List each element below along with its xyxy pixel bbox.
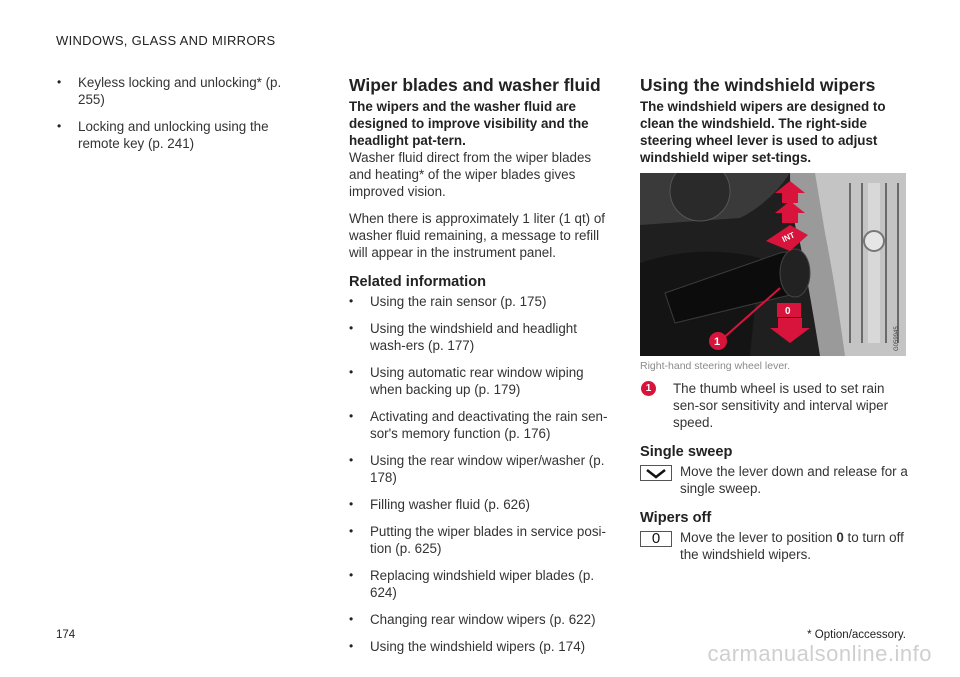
wipers-off-text-pre: Move the lever to position [680, 530, 837, 545]
section-header: WINDOWS, GLASS AND MIRRORS [56, 33, 276, 48]
callout-number-badge: 1 [641, 381, 656, 396]
paragraph: Washer fluid direct from the wiper blades and heating* of the wiper blades gives improved vision. [349, 150, 592, 199]
int-position-label: INT [780, 230, 797, 245]
column-middle [349, 74, 611, 665]
list-item[interactable]: • Changing rear window wipers (p. 622) [349, 611, 611, 628]
thumb-wheel-callout-label: 1 [714, 336, 721, 348]
list-item[interactable]: • Filling washer fluid (p. 626) [349, 496, 611, 513]
related-info-heading: Related information [349, 274, 487, 290]
figure-caption: Right-hand steering wheel lever. [640, 360, 791, 372]
list-item[interactable]: • Replacing windshield wiper blades (p. 624) [349, 567, 611, 601]
column-right [640, 74, 908, 563]
thumb-wheel-callout [640, 380, 908, 431]
option-footnote: * Option/accessory. [807, 629, 906, 641]
zero-position-label: 0 [785, 306, 791, 317]
zero-position-symbol-icon: 0 [640, 531, 672, 547]
section-title-using-wipers: Using the windshield wipers [640, 75, 876, 95]
list-item[interactable]: • Using the rain sensor (p. 175) [349, 293, 611, 310]
list-item[interactable]: • Using the windshield and headlight wash-ers (p. 177) [349, 320, 611, 354]
section-lead: The windshield wipers are designed to clean the windshield. The right-side steering wheel lever is used to adjust windshield wiper set-tings. [640, 99, 886, 165]
wipers-off-text-bold: 0 [836, 530, 844, 545]
list-item[interactable]: • Using automatic rear window wiping when backing up (p. 179) [349, 364, 611, 398]
wipers-off-row [640, 529, 908, 563]
callout-text: The thumb wheel is used to set rain sen-sor sensitivity and interval wiper speed. [673, 381, 889, 430]
image-code: G059945 [894, 326, 900, 351]
related-info-list [349, 293, 611, 655]
section-title-wiper-blades: Wiper blades and washer fluid [349, 75, 601, 95]
list-item[interactable]: • Activating and deactivating the rain sen-sor's memory function (p. 176) [349, 408, 611, 442]
paragraph: When there is approximately 1 liter (1 qt) of washer fluid remaining, a message to refill will appear in the instrument panel. [349, 211, 606, 260]
single-sweep-text: Move the lever down and release for a single sweep. [680, 464, 908, 496]
single-sweep-row [640, 463, 908, 497]
lever-illustration-svg [640, 173, 906, 356]
single-sweep-symbol-icon [640, 465, 672, 481]
page-number: 174 [56, 629, 76, 641]
single-sweep-heading: Single sweep [640, 444, 733, 460]
steering-lever-illustration [640, 173, 906, 356]
column-left [57, 74, 307, 162]
list-item[interactable]: • Using the windshield wipers (p. 174) [349, 638, 611, 655]
list-item[interactable]: • Keyless locking and unlocking* (p. 255) [57, 74, 307, 108]
wipers-off-text-post: to turn off the windshield wipers. [680, 530, 904, 562]
section-lead: The wipers and the washer fluid are designed to improve visibility and the headlight pat-tern. [349, 99, 589, 148]
list-item[interactable]: • Putting the wiper blades in service posi-tion (p. 625) [349, 523, 611, 557]
list-item[interactable]: • Using the rear window wiper/washer (p. 178) [349, 452, 611, 486]
continued-related-list [57, 74, 307, 152]
watermark: carmanualsonline.info [707, 641, 932, 666]
wipers-off-heading: Wipers off [640, 510, 712, 526]
list-item[interactable]: • Locking and unlocking using the remote key (p. 241) [57, 118, 307, 152]
